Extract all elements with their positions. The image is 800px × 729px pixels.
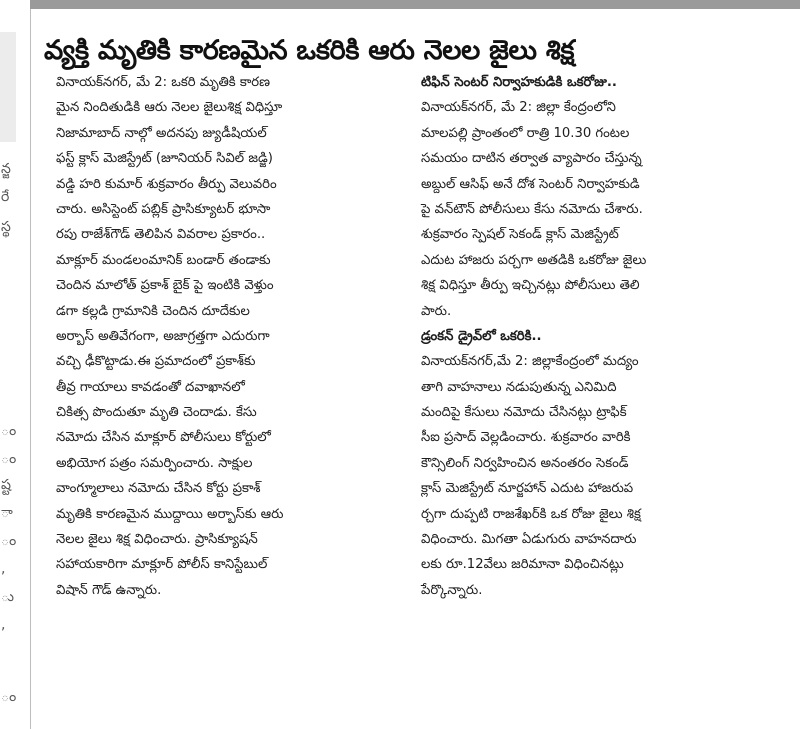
edge-fragment: ష్ట [1,477,11,493]
body-line: చికిత్స పొందుతూ మృతి చెందాడు. కేసు [56,405,257,421]
body-line: అర్బాస్ అతివేగంగా, అజాగ్రత్తగా ఎదురుగా [56,328,270,344]
edge-fragment: ా [1,505,13,521]
body-line: అభియోగ పత్రం సమర్పించారు. సాక్షుల [56,455,253,471]
body-line: వచ్చి ఢీకొట్టాడు.ఈ ప్రమాదంలో ప్రకాశ్‌కు [56,354,256,370]
body-line: నిజామాబాద్ నాల్గో అదనపు జ్యుడీషియల్ [56,125,267,141]
body-line: తాగి వాహనాలు నడుపుతున్న ఎనిమిది [421,379,617,395]
edge-fragment: ం [1,689,17,705]
body-line: వాంగ్మూలాలు నమోదు చేసిన కోర్టు ప్రకాశ్ [56,481,261,497]
adjacent-shaded-box [0,32,16,142]
body-line: విధించారు. మిగతా ఏడుగురు వాహనదారు [421,532,637,548]
story-subheading: టిఫిన్ సెంటర్ నిర్వాహకుడికి ఒకరోజు.. [421,75,617,90]
edge-fragment: న్జ [1,161,11,177]
body-line: మందిపై కేసులు నమోదు చేసినట్లు ట్రాఫిక్ [421,405,627,421]
body-line: చారు. అసిస్టెంట్ పబ్లిక్ ప్రాసిక్యూటర్ భూసా [56,201,271,217]
body-line: శుక్రవారం స్పెషల్ సెకండ్ క్లాస్ మెజిస్ట్రేట్ [421,227,619,243]
body-line: వినాయక్‌నగర్, మే 2: జిల్లా కేంద్రంలోని [421,100,616,116]
edge-fragment: స్థ [1,219,11,235]
body-line: వినాయక్‌నగర్, మే 2: ఒకరి మృతికి కారణ [56,75,271,90]
body-line: సహాయకారిగా మాక్లూర్ పోలీస్ కానిస్టేబుల్ [56,557,268,573]
body-line: రపు రాజేశ్‌గౌడ్ తెలిపిన వివరాల ప్రకారం.. [56,227,266,243]
body-line: లకు రూ.12వేలు జరిమానా విధించినట్లు [421,557,624,573]
body-line: నమోదు చేసిన మాక్లూర్ పోలీసులు కోర్టులో [56,430,271,446]
body-line: మాక్లూర్ మండలంమానిక్ బండార్ తండాకు [56,252,271,268]
body-line: డగా కల్లడి గ్రామానికి చెందిన దూదేకుల [56,303,250,319]
edge-fragment: ం [1,451,17,467]
body-line: విషాన్ గౌడ్ ఉన్నారు. [56,582,162,598]
body-line: కౌన్సిలింగ్ నిర్వహించిన అనంతరం సెకండ్ [421,455,629,471]
story-subheading: డ్రంకన్ డ్రైవ్‌లో ఒకరికి.. [421,328,542,344]
edge-fragment: , [1,561,6,577]
edge-fragment: ం [1,423,17,439]
body-line: సమయం దాటిన తర్వాత వ్యాపారం చేస్తున్న [421,151,642,167]
body-line: శిక్ష విధిస్తూ తీర్పు ఇచ్చినట్లు పోలీసులు తెలి [421,278,640,294]
body-line: పారు. [421,303,452,319]
body-line: తీవ్ర గాయాలు కావడంతో దవాఖానలో [56,379,245,395]
body-line: మాలపల్లి ప్రాంతంలో రాత్రి 10.30 గంటల [421,125,630,141]
body-line: వినాయక్‌నగర్,మే 2: జిల్లాకేంద్రంలో మద్యం [421,354,639,370]
body-line: నెలల జైలు శిక్ష విధించారు. ప్రాసిక్యూషన్ [56,532,258,548]
edge-fragment: ం [1,533,17,549]
body-line: పై వన్‌టౌన్ పోలీసులు కేసు నమోదు చేశారు. [421,201,643,217]
brief-stories-column [421,70,793,603]
main-story-column [56,70,410,603]
body-line: అబ్దుల్ ఆసిఫ్ అనే దోశ సెంటర్ నిర్వాహకుడి [421,176,640,192]
body-line: చెందిన మాలోత్ ప్రకాశ్ బైక్ పై ఇంటికి వెళ్తుం [56,278,274,294]
adjacent-article-fragment [0,12,18,729]
body-line: ఎదుట హాజరు పర్చగా అతడికి ఒకరోజు జైలు [421,252,647,268]
edge-fragment: , [1,617,6,633]
edge-fragment: రే [1,189,10,205]
edge-fragment: ు [1,589,14,605]
body-line: వడ్డి హరి కుమార్ శుక్రవారం తీర్పు వెలువరిం [56,176,277,192]
article-headline: వ్యక్తి మృతికి కారణమైన ఒకరికి ఆరు నెలల జైలు శిక్ష [44,35,575,67]
body-line: క్లాస్ మెజిస్ట్రేట్ నూర్జహాన్ ఎదుట హాజరుప [421,481,634,497]
top-rule [30,0,800,9]
body-line: సీఐ ప్రసాద్ వెల్లడించారు. శుక్రవారం వారికి [421,430,631,446]
body-line: మైన నిందితుడికి ఆరు నెలల జైలుశిక్ష విధిస్తూ [56,100,283,116]
body-line: మృతికి కారణమైన ముద్దాయి అర్బాస్‌కు ఆరు [56,506,284,522]
column-divider [30,9,31,729]
body-line: పేర్కొన్నారు. [421,582,483,598]
body-line: ర్చగా దుప్పటి రాజశేఖర్‌కి ఒక రోజు జైలు శిక్ష [421,506,641,522]
body-line: ఫస్ట్ క్లాస్ మెజిస్ట్రేట్ (జూనియర్ సివిల్ జడ్జి) [56,151,273,167]
